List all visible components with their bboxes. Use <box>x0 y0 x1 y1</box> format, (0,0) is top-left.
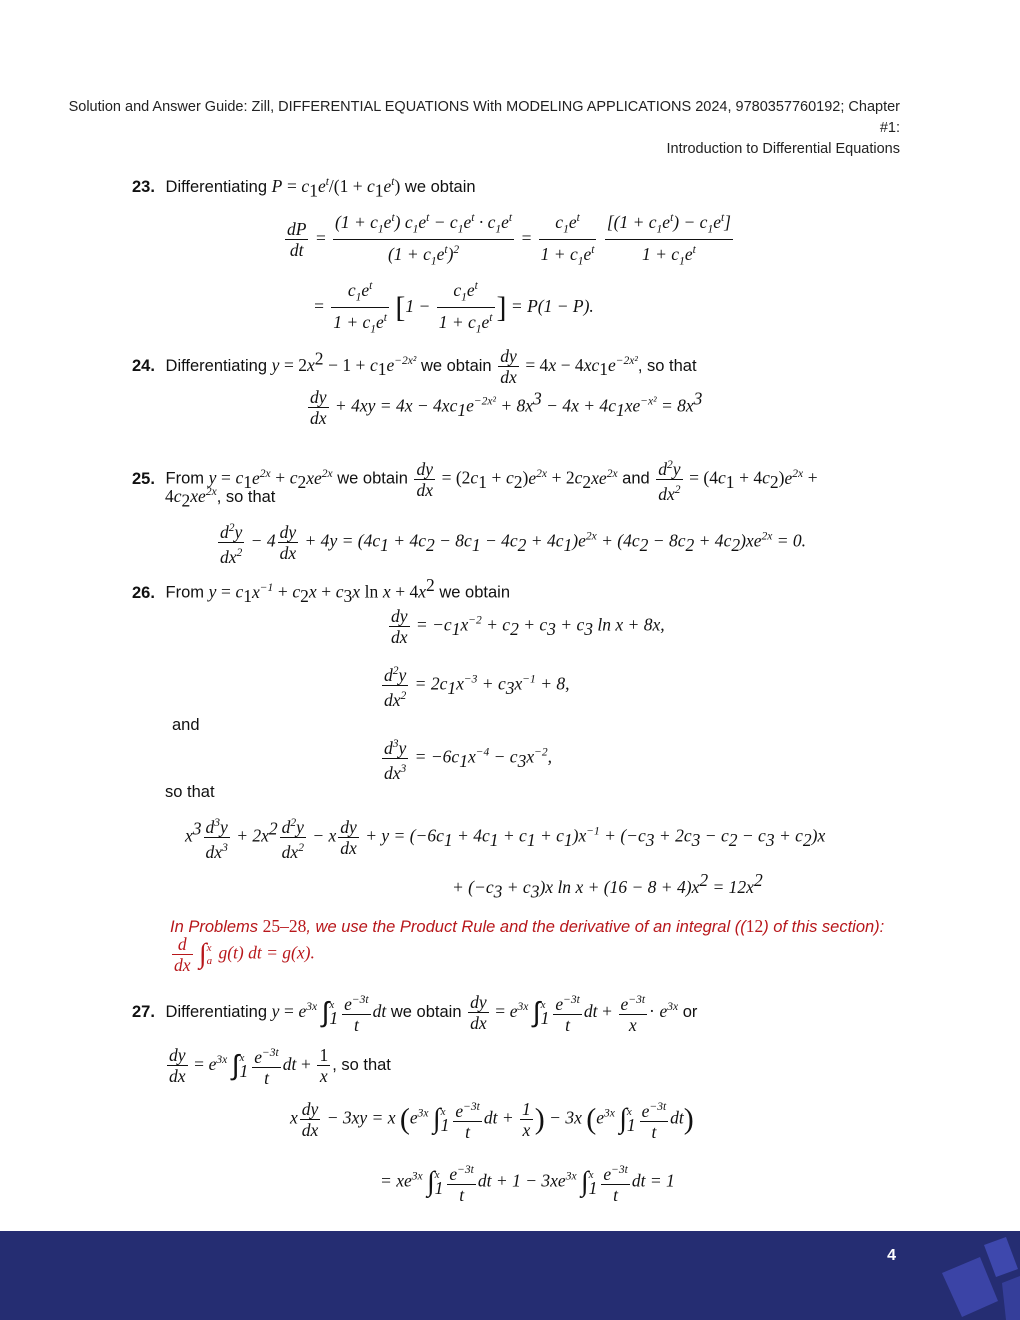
problem-lead: From <box>165 583 205 602</box>
problem-lead: From <box>165 469 205 488</box>
problem-number: 27. <box>132 1002 155 1021</box>
problem-tail: we obtain <box>404 178 476 196</box>
page-number: 4 <box>887 1247 896 1264</box>
problem-25-continuation: $4c_2xe^{2x}$, so that <box>165 486 276 511</box>
page-header <box>60 97 900 160</box>
problem-lead: Differentiating <box>165 178 268 196</box>
problem-tail: , so that <box>216 488 276 506</box>
product-rule-note: In Problems 25–28, we use the Product Rule and the derivative of an integral ((12) of this section): <box>170 916 885 936</box>
problem-lead: Differentiating <box>165 1002 268 1021</box>
problem-24-heading: 24. Differentiating $y = 2x^2 - 1 + c_1e^{-2x^2}$ we obtain $\frac{dy}{dx}$ = $4x - 4xc_1e^{-2x^2}$, so that <box>132 346 697 387</box>
equation-26b: $\frac{d^2y}{dx^2}$ = $2c_1x^{-3} + c_3x^{-1} + 8$, <box>380 661 570 710</box>
header-line-2: Introduction to Differential Equations <box>666 141 900 157</box>
problem-number: 24. <box>132 356 155 375</box>
problem-lead: Differentiating <box>165 356 268 375</box>
word-and: and <box>172 716 200 734</box>
note-formula: $\frac{d}{dx}$ ∫ x a g(t) dt = g(x). <box>174 934 315 975</box>
equation-26e: + $(-c_3 + c_3)x$ $\ln x + (16 - 8 + 4)x^2 = 12x^2$ <box>452 870 763 902</box>
problem-mid: we obtain <box>390 1002 462 1021</box>
problem-and: and <box>622 469 650 488</box>
problem-tail: , so that <box>332 1055 391 1074</box>
problem-or: or <box>682 1002 698 1021</box>
equation-27a: x $\frac{dy}{dx}$ − 3xy = x ($e^{3x}$ ∫ x 1 $\frac{e^{-3t}}{t}$ dt + $\frac{1}{x}$ ) − 3x ($e^{3x}$ ∫ x 1 $\frac{e^{-3t}}{t}$ dt) <box>290 1098 694 1142</box>
equation-26c: $\frac{d^3y}{dx^3}$ = $-6c_1x^{-4} - c_3x^{-2}$, <box>380 734 552 783</box>
equation-25: $\frac{d^2y}{dx^2}$ − 4 $\frac{dy}{dx}$ + $4y = (4c_1 + 4c_2 - 8c_1 - 4c_2 + 4c_1)e^{2x} + (4c_2 - 8c_2 + 4c_2)xe^{2x} = 0$. <box>216 518 806 567</box>
problem-27-continuation: $\frac{dy}{dx}$ = $e^{3x}$ ∫ x 1 $\frac{e^{-3t}}{t}$ dt + $\frac{1}{x}$ , so that <box>169 1044 391 1088</box>
equation-26a: $\frac{dy}{dx}$ = $-c_1x^{-2} + c_2 + c_3 + c_3$ ln x + 8x, <box>391 606 665 647</box>
equation-23b: = $\frac{c_1e^t}{1 + c_1e^t}$ [1 − $\frac{c_1e^t}{1 + c_1e^t}$ ] = P(1 − P). <box>313 276 594 340</box>
problem-tail: we obtain <box>439 583 510 602</box>
equation-23a: $\frac{dP}{dt}$ = $\frac{(1 + c_1e^t) c_1e^t - c_1e^t \cdot c_1e^t}{(1 + c_1e^t)^2}$ = $\frac{c_1e^t}{1 + c_1e^t}$ $\frac{[(1 + c_1e^t) - c_1e^t]}{1 + c_1e^t}$ <box>283 208 735 272</box>
problem-23-heading: 23. Differentiating $P = c_1e^t/(1 + c_1e^t)$ we obtain <box>132 176 476 201</box>
problem-mid: we obtain <box>337 469 408 488</box>
equation-26d: $x^3$ $\frac{d^3y}{dx^3}$ + $2x^2$ $\frac{d^2y}{dx^2}$ − x $\frac{dy}{dx}$ + $y = (-6c_1 + 4c_1 + c_1 + c_1)x^{-1} + (-c_3 + 2c_3 - c_2 - c_3 + c_2)x$ <box>185 813 825 862</box>
problem-27-heading: 27. Differentiating $y = e^{3x}$ ∫ x 1 $\frac{e^{-3t}}{t}$ dt we obtain $\frac{dy}{dx}$ = $e^{3x}$ ∫ x 1 $\frac{e^{-3t}}{t}$ dt + $\frac{e^{-3t}}{x}$ · $e^{3x}$ or <box>132 991 698 1035</box>
publisher-logo-icon <box>940 1231 1020 1320</box>
problem-26-heading: 26. From $y = c_1x^{-1} + c_2x + c_3x$ $\ln x + 4x^2$ we obtain <box>132 575 510 606</box>
equation-27b: = $xe^{3x}$ ∫ x 1 $\frac{e^{-3t}}{t}$ dt + $1 - 3xe^{3x}$ ∫ x 1 $\frac{e^{-3t}}{t}$ dt = 1 <box>380 1160 675 1205</box>
problem-number: 25. <box>132 469 155 488</box>
problem-number: 23. <box>132 178 155 196</box>
problem-25-heading: 25. From $y = c_1e^{2x} + c_2xe^{2x}$ we obtain $\frac{dy}{dx}$ = $(2c_1 + c_2)e^{2x} + 2c_2xe^{2x}$ and $\frac{d^2y}{dx^2}$ = $(4c_1 + 4c_2)e^{2x}$ + <box>132 455 818 504</box>
problem-number: 26. <box>132 583 155 602</box>
equation-24: $\frac{dy}{dx}$ + $4xy = 4x - 4xc_1e^{-2x^2} + 8x^3 - 4x + 4c_1xe^{-x^2} = 8x^3$ <box>310 387 703 428</box>
page-footer <box>0 1231 1020 1320</box>
problem-mid: we obtain <box>420 356 492 375</box>
header-line-1: Solution and Answer Guide: Zill, DIFFERENTIAL EQUATIONS With MODELING APPLICATIONS 2024, 9780357760192; Chapter #1: <box>68 99 900 136</box>
word-so-that: so that <box>165 783 215 801</box>
problem-tail: , so that <box>637 356 697 375</box>
